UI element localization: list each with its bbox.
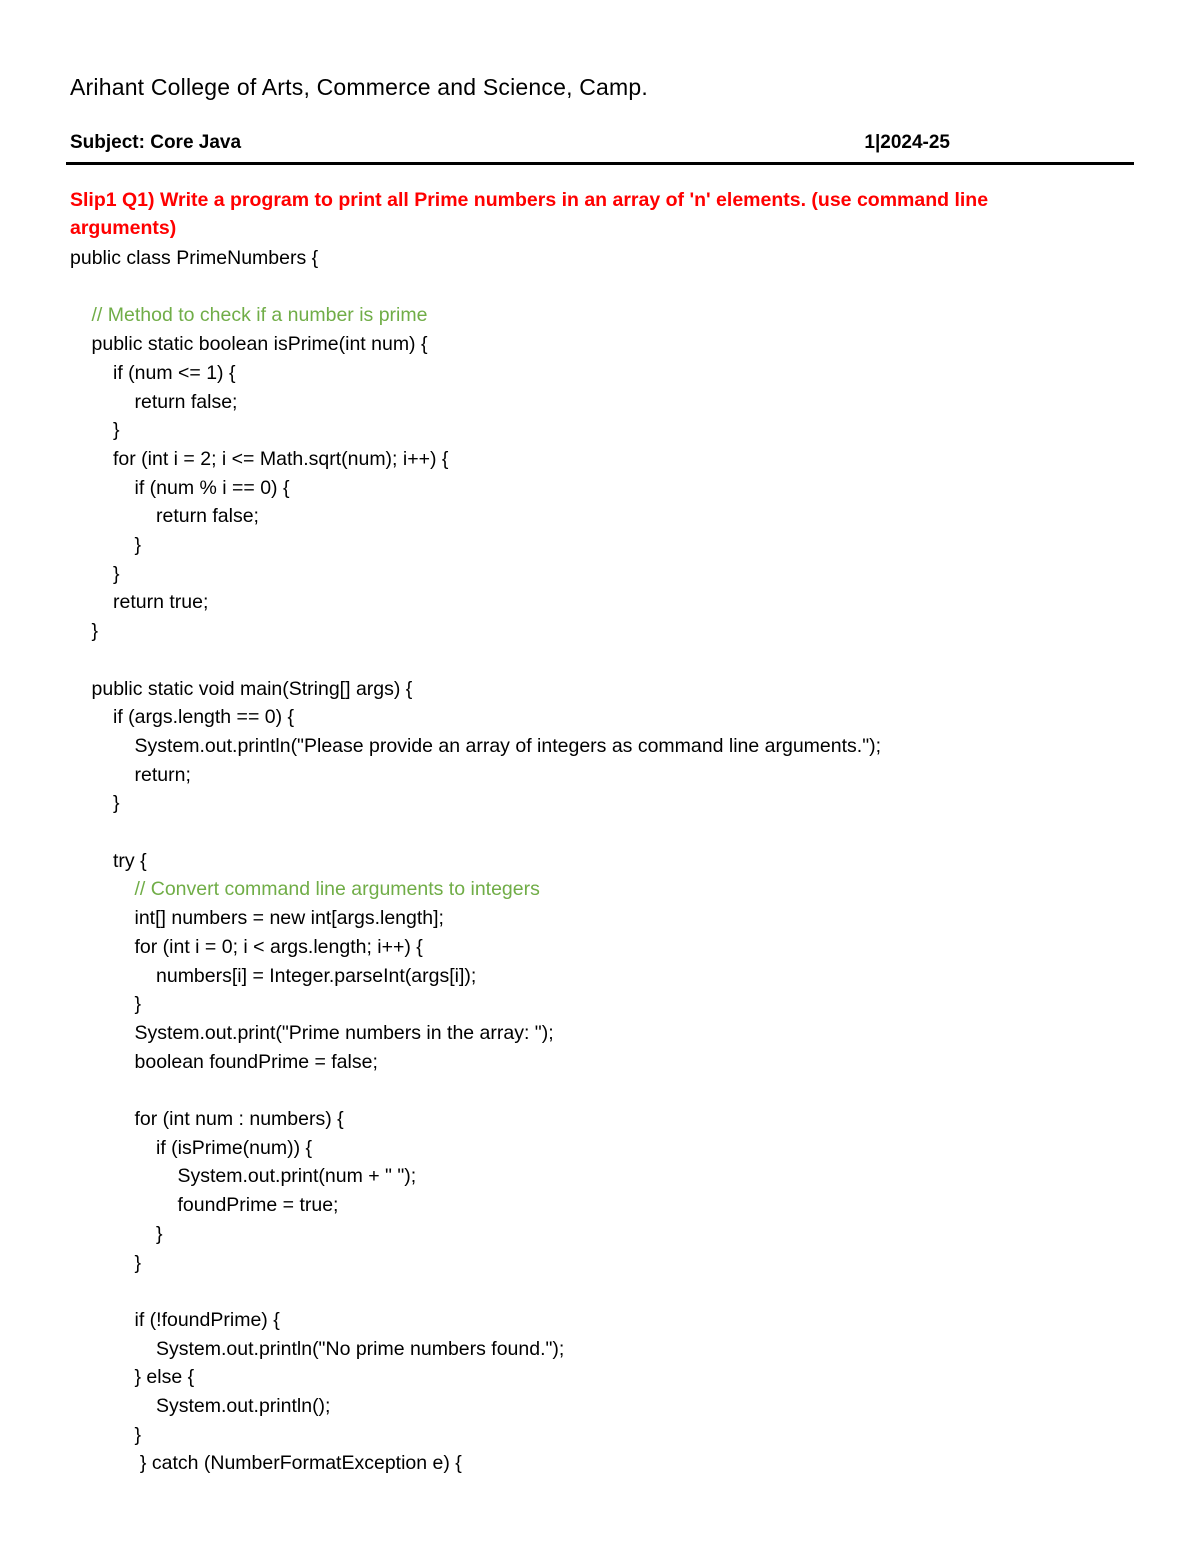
code-line: if (isPrime(num)) { [156, 1136, 313, 1159]
code-line: } [134, 1251, 142, 1274]
code-line: for (int i = 0; i < args.length; i++) { [134, 935, 423, 958]
code-line: try { [113, 849, 147, 872]
code-line: int[] numbers = new int[args.length]; [134, 907, 444, 930]
code-line: for (int i = 2; i <= Math.sqrt(num); i++) { [113, 447, 449, 470]
code-line: if (!foundPrime) { [134, 1308, 280, 1331]
college-name: Arihant College of Arts, Commerce and Science, Camp. [70, 74, 648, 100]
code-line: } [91, 620, 99, 643]
code-line: public class PrimeNumbers { [70, 247, 319, 269]
header-divider [66, 162, 1134, 165]
code-line: } [113, 792, 120, 815]
code-comment-line: // Method to check if a number is prime [91, 304, 428, 327]
code-line: } [134, 534, 142, 556]
code-line: if (num % i == 0) { [134, 476, 290, 499]
code-line: } [134, 993, 142, 1016]
page-info: 1|2024-25 [864, 132, 950, 153]
code-line: } [156, 1222, 163, 1245]
code-line: boolean foundPrime = false; [134, 1050, 378, 1073]
code-line: } [113, 419, 120, 442]
subject-label: Subject: Core Java [70, 132, 242, 153]
code-line: System.out.println(); [156, 1395, 331, 1417]
code-line: public static void main(String[] args) { [91, 677, 413, 700]
code-line: if (args.length == 0) { [113, 706, 295, 729]
code-line: public static boolean isPrime(int num) { [91, 333, 428, 356]
code-line: return true; [113, 591, 209, 614]
code-line: System.out.print("Prime numbers in the array: "); [134, 1021, 554, 1044]
code-line: for (int num : numbers) { [134, 1108, 344, 1130]
code-line: foundPrime = true; [177, 1194, 339, 1217]
code-line: return false; [134, 390, 238, 413]
code-line: System.out.println("No prime numbers found."); [156, 1337, 565, 1360]
code-line: numbers[i] = Integer.parseInt(args[i]); [156, 964, 477, 987]
code-line: } [113, 562, 120, 585]
code-line: return false; [156, 505, 259, 528]
code-line: System.out.println("Please provide an array of integers as command line arguments."); [134, 734, 882, 757]
code-line: } else { [134, 1366, 195, 1389]
code-line: if (num <= 1) { [113, 361, 236, 384]
code-line: } [134, 1423, 142, 1446]
code-line: System.out.print(num + " "); [177, 1165, 417, 1188]
code-line: } catch (NumberFormatException e) { [134, 1452, 462, 1475]
question-text: Slip1 Q1) Write a program to print all Prime numbers in an array of 'n' elements. (use command line arguments) [70, 189, 989, 239]
code-line: return; [134, 763, 191, 786]
code-comment-line: // Convert command line arguments to integers [134, 878, 540, 901]
